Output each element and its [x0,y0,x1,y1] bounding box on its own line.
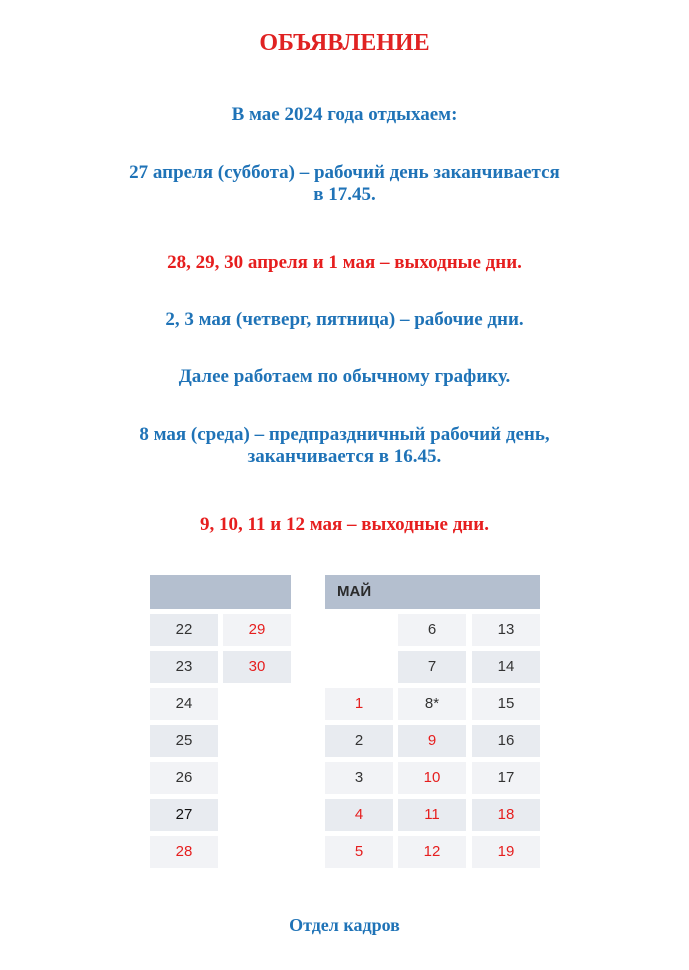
calendar-day-holiday: 11 [398,799,466,831]
calendar-day: 2 [325,725,393,757]
calendar-day: 6 [398,614,466,646]
calendar-day-holiday: 10 [398,762,466,794]
calendar-day-holiday: 9 [398,725,466,757]
calendar-day-holiday: 29 [223,614,291,646]
calendar-day: 15 [472,688,540,720]
calendar-day-holiday: 4 [325,799,393,831]
calendar-day-holiday: 1 [325,688,393,720]
april-27-line: 27 апреля (суббота) – рабочий день заканчивается [129,162,560,183]
calendar-day: 3 [325,762,393,794]
calendar-day-holiday: 18 [472,799,540,831]
announcement-title: ОБЪЯВЛЕНИЕ [259,30,430,56]
calendar-day: 14 [472,651,540,683]
calendar-day-holiday: 30 [223,651,291,683]
may-8-line-cont: заканчивается в 16.45. [247,446,442,467]
calendar-day: 13 [472,614,540,646]
holidays-april-may-line: 28, 29, 30 апреля и 1 мая – выходные дни. [167,252,522,273]
may-2-3-line: 2, 3 мая (четверг, пятница) – рабочие дни. [165,309,524,330]
calendar-day: 17 [472,762,540,794]
calendar-day: 7 [398,651,466,683]
calendar-day: 24 [150,688,218,720]
calendar-day: 23 [150,651,218,683]
calendar-day: 25 [150,725,218,757]
april-27-line-cont: в 17.45. [313,184,376,205]
calendar-day-preholiday: 8* [398,688,466,720]
calendar-day: 16 [472,725,540,757]
calendar-day: 27 [150,799,218,831]
calendar-day-holiday: 28 [150,836,218,868]
normal-schedule-line: Далее работаем по обычному графику. [178,366,511,387]
calendar-day: 26 [150,762,218,794]
calendar-day-holiday: 5 [325,836,393,868]
april-header [150,575,291,609]
holidays-may-line: 9, 10, 11 и 12 мая – выходные дни. [200,514,489,535]
intro-line: В мае 2024 года отдыхаем: [231,104,458,125]
calendar-day: 22 [150,614,218,646]
may-header: МАЙ [325,575,540,609]
footer-signature: Отдел кадров [289,915,400,935]
may-8-line: 8 мая (среда) – предпраздничный рабочий день, [139,424,550,445]
calendar-day-holiday: 19 [472,836,540,868]
calendar-day-holiday: 12 [398,836,466,868]
